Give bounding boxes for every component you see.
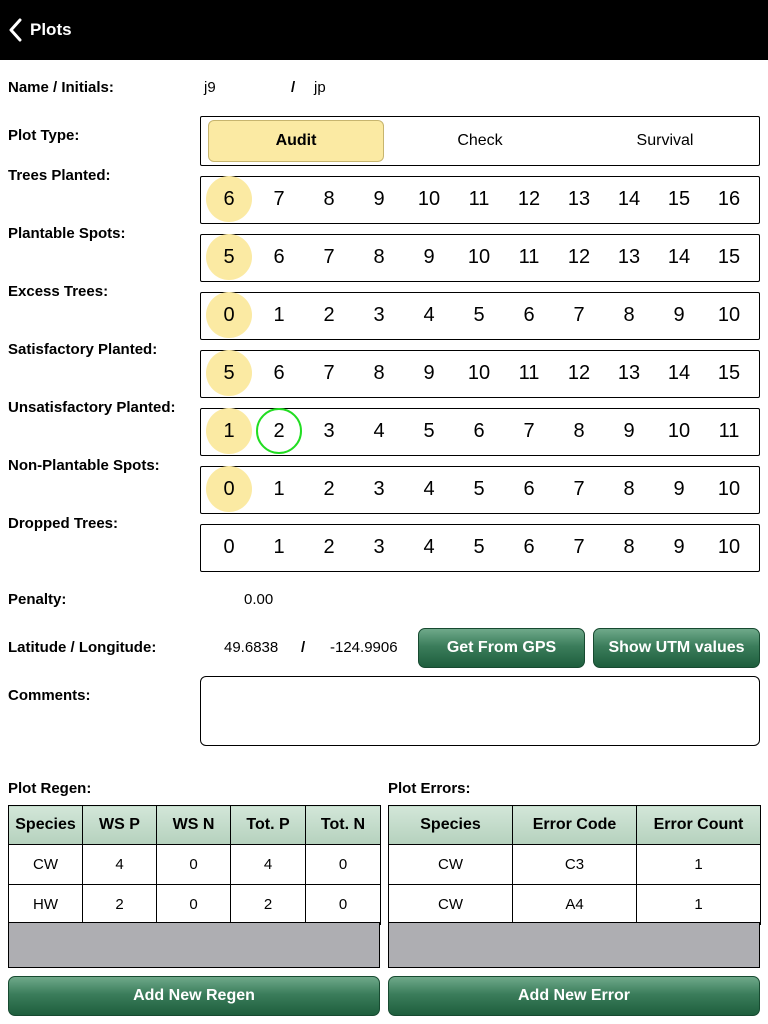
- regen-cell: 0: [157, 845, 231, 885]
- longitude-value[interactable]: -124.9906: [330, 639, 398, 656]
- regen-row[interactable]: [9, 845, 381, 885]
- excess-trees-option[interactable]: 2: [323, 303, 335, 326]
- name-separator: /: [291, 79, 296, 96]
- regen-cell: 0: [157, 885, 231, 925]
- unsatisfactory-planted-option[interactable]: 11: [718, 419, 740, 442]
- excess-trees-option[interactable]: 9: [673, 303, 685, 326]
- non-plantable-spots-option[interactable]: 5: [473, 477, 485, 500]
- satisfactory-planted-label: Satisfactory Planted:: [8, 341, 158, 358]
- plot-regen-table: [8, 805, 381, 925]
- trees-planted-option[interactable]: 12: [517, 187, 541, 210]
- regen-column-header[interactable]: Species: [9, 806, 83, 845]
- comments-field[interactable]: [200, 676, 760, 746]
- name-initials-label: Name / Initials:: [8, 79, 114, 96]
- regen-row[interactable]: [9, 885, 381, 925]
- unsatisfactory-planted-option[interactable]: 4: [373, 419, 385, 442]
- excess-trees-option[interactable]: 5: [473, 303, 485, 326]
- back-label: Plots: [30, 20, 72, 39]
- plantable-spots-option[interactable]: 6: [273, 245, 285, 268]
- plantable-spots-option[interactable]: 9: [423, 245, 435, 268]
- regen-cell: 4: [231, 845, 306, 885]
- plantable-spots-label: Plantable Spots:: [8, 225, 126, 242]
- excess-trees-option[interactable]: 4: [423, 303, 435, 326]
- satisfactory-planted-option[interactable]: 8: [373, 361, 385, 384]
- regen-cell: 0: [306, 845, 381, 885]
- regen-cell: HW: [9, 885, 83, 925]
- plantable-spots-option[interactable]: 11: [518, 245, 540, 268]
- dropped-trees-option[interactable]: 9: [673, 535, 685, 558]
- plot-errors-title: Plot Errors:: [388, 780, 471, 797]
- satisfactory-planted-option[interactable]: 7: [323, 361, 335, 384]
- unsatisfactory-planted-option[interactable]: 3: [323, 419, 335, 442]
- satisfactory-planted-picker: [200, 350, 760, 398]
- trees-planted-option[interactable]: 13: [567, 187, 591, 210]
- regen-column-header[interactable]: Tot. N: [306, 806, 381, 845]
- trees-planted-option[interactable]: 14: [617, 187, 641, 210]
- error-cell: CW: [389, 885, 513, 925]
- regen-cell: 4: [83, 845, 157, 885]
- trees-planted-option[interactable]: 15: [667, 187, 691, 210]
- error-column-header[interactable]: Species: [389, 806, 513, 845]
- regen-cell: CW: [9, 845, 83, 885]
- excess-trees-option[interactable]: 6: [523, 303, 535, 326]
- plot-errors-empty-area: [388, 922, 760, 968]
- unsatisfactory-planted-option[interactable]: 6: [473, 419, 485, 442]
- unsatisfactory-planted-option[interactable]: 8: [573, 419, 585, 442]
- dropped-trees-option[interactable]: 7: [573, 535, 585, 558]
- segment-check[interactable]: Check: [457, 132, 503, 149]
- regen-cell: 2: [83, 885, 157, 925]
- back-button[interactable]: [8, 14, 72, 46]
- non-plantable-spots-option[interactable]: 3: [373, 477, 385, 500]
- latitude-value[interactable]: 49.6838: [224, 639, 279, 656]
- error-column-header[interactable]: Error Code: [513, 806, 637, 845]
- error-cell: C3: [513, 845, 637, 885]
- plantable-spots-option[interactable]: 7: [323, 245, 335, 268]
- nav-bar: [0, 0, 768, 60]
- dropped-trees-option[interactable]: 6: [523, 535, 535, 558]
- get-from-gps-button[interactable]: Get From GPS: [418, 628, 585, 668]
- satisfactory-planted-option[interactable]: 13: [617, 361, 641, 384]
- dropped-trees-label: Dropped Trees:: [8, 515, 119, 532]
- regen-column-header[interactable]: WS N: [157, 806, 231, 845]
- dropped-trees-picker: [200, 524, 760, 572]
- non-plantable-spots-label: Non-Plantable Spots:: [8, 457, 160, 474]
- trees-planted-option[interactable]: 10: [417, 187, 441, 210]
- satisfactory-planted-option[interactable]: 12: [567, 361, 591, 384]
- plot-type-segmented-control: [200, 116, 760, 166]
- error-cell: CW: [389, 845, 513, 885]
- unsatisfactory-planted-label: Unsatisfactory Planted:: [8, 399, 176, 416]
- satisfactory-planted-option[interactable]: 5: [204, 350, 254, 396]
- non-plantable-spots-option[interactable]: 8: [623, 477, 635, 500]
- dropped-trees-option[interactable]: 5: [473, 535, 485, 558]
- name-value[interactable]: j9: [204, 79, 216, 96]
- dropped-trees-option[interactable]: 1: [273, 535, 285, 558]
- dropped-trees-option[interactable]: 0: [223, 535, 235, 558]
- plantable-spots-option[interactable]: 8: [373, 245, 385, 268]
- excess-trees-option[interactable]: 7: [573, 303, 585, 326]
- trees-planted-option[interactable]: 16: [717, 187, 741, 210]
- dropped-trees-option[interactable]: 10: [717, 535, 741, 558]
- non-plantable-spots-option[interactable]: 4: [423, 477, 435, 500]
- lat-long-separator: /: [301, 639, 306, 656]
- comments-label: Comments:: [8, 687, 91, 704]
- satisfactory-planted-option[interactable]: 6: [273, 361, 285, 384]
- plantable-spots-option[interactable]: 14: [667, 245, 691, 268]
- excess-trees-option[interactable]: 10: [717, 303, 741, 326]
- plot-regen-empty-area: [8, 922, 380, 968]
- excess-trees-option[interactable]: 8: [623, 303, 635, 326]
- excess-trees-option[interactable]: 3: [373, 303, 385, 326]
- unsatisfactory-planted-option[interactable]: 5: [423, 419, 435, 442]
- non-plantable-spots-option[interactable]: 6: [523, 477, 535, 500]
- non-plantable-spots-option[interactable]: 0: [204, 466, 254, 512]
- add-new-regen-button[interactable]: Add New Regen: [8, 976, 380, 1016]
- trees-planted-option[interactable]: 8: [323, 187, 335, 210]
- excess-trees-option[interactable]: 0: [204, 292, 254, 338]
- plantable-spots-picker: [200, 234, 760, 282]
- non-plantable-spots-option[interactable]: 7: [573, 477, 585, 500]
- lat-long-label: Latitude / Longitude:: [8, 639, 157, 656]
- non-plantable-spots-option[interactable]: 9: [673, 477, 685, 500]
- satisfactory-planted-option[interactable]: 15: [717, 361, 741, 384]
- error-cell: 1: [637, 885, 761, 925]
- trees-planted-option[interactable]: 7: [273, 187, 285, 210]
- plantable-spots-option[interactable]: 12: [567, 245, 591, 268]
- regen-cell: 0: [306, 885, 381, 925]
- error-cell: A4: [513, 885, 637, 925]
- plantable-spots-option[interactable]: 15: [717, 245, 741, 268]
- regen-column-header[interactable]: Tot. P: [231, 806, 306, 845]
- regen-cell: 2: [231, 885, 306, 925]
- excess-trees-label: Excess Trees:: [8, 283, 109, 300]
- regen-column-header[interactable]: WS P: [83, 806, 157, 845]
- satisfactory-planted-option[interactable]: 9: [423, 361, 435, 384]
- satisfactory-planted-option[interactable]: 10: [467, 361, 491, 384]
- excess-trees-picker: [200, 292, 760, 340]
- satisfactory-planted-option[interactable]: 14: [667, 361, 691, 384]
- error-column-header[interactable]: Error Count: [637, 806, 761, 845]
- non-plantable-spots-picker: [200, 466, 760, 514]
- show-utm-values-button[interactable]: Show UTM values: [593, 628, 760, 668]
- segment-survival[interactable]: Survival: [636, 132, 694, 149]
- chevron-left-icon: [8, 18, 22, 42]
- trees-planted-option[interactable]: 11: [468, 187, 490, 210]
- plot-errors-table: [388, 805, 761, 925]
- plantable-spots-option[interactable]: 10: [467, 245, 491, 268]
- excess-trees-option[interactable]: 1: [273, 303, 285, 326]
- error-cell: 1: [637, 845, 761, 885]
- unsatisfactory-planted-option[interactable]: 7: [523, 419, 535, 442]
- plantable-spots-option[interactable]: 5: [204, 234, 254, 280]
- penalty-label: Penalty:: [8, 591, 67, 608]
- dropped-trees-option[interactable]: 8: [623, 535, 635, 558]
- unsatisfactory-planted-option[interactable]: 9: [623, 419, 635, 442]
- trees-planted-option[interactable]: 9: [373, 187, 385, 210]
- unsatisfactory-planted-option[interactable]: 10: [667, 419, 691, 442]
- non-plantable-spots-option[interactable]: 10: [717, 477, 741, 500]
- dropped-trees-option[interactable]: 3: [373, 535, 385, 558]
- trees-planted-label: Trees Planted:: [8, 167, 111, 184]
- initials-value[interactable]: jp: [314, 79, 326, 96]
- satisfactory-planted-option[interactable]: 11: [518, 361, 540, 384]
- dropped-trees-option[interactable]: 2: [323, 535, 335, 558]
- plantable-spots-option[interactable]: 13: [617, 245, 641, 268]
- unsatisfactory-planted-option[interactable]: 1: [204, 408, 254, 454]
- trees-planted-picker: [200, 176, 760, 224]
- penalty-value: 0.00: [244, 591, 274, 608]
- non-plantable-spots-option[interactable]: 2: [323, 477, 335, 500]
- plot-regen-title: Plot Regen:: [8, 780, 92, 797]
- unsatisfactory-planted-option[interactable]: 2: [254, 408, 304, 454]
- unsatisfactory-planted-picker: [200, 408, 760, 456]
- dropped-trees-option[interactable]: 4: [423, 535, 435, 558]
- trees-planted-option[interactable]: 6: [204, 176, 254, 222]
- error-row[interactable]: [389, 845, 761, 885]
- add-new-error-button[interactable]: Add New Error: [388, 976, 760, 1016]
- non-plantable-spots-option[interactable]: 1: [273, 477, 285, 500]
- segment-audit[interactable]: Audit: [201, 117, 391, 165]
- plot-type-label: Plot Type:: [8, 127, 80, 144]
- error-row[interactable]: [389, 885, 761, 925]
